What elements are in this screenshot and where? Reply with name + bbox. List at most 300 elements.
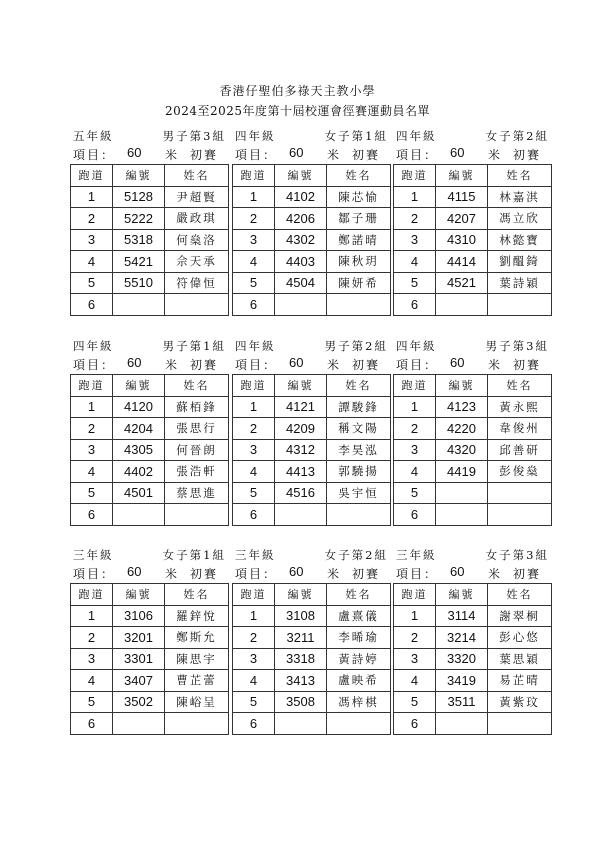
name-cell: 稱文陽	[327, 418, 391, 440]
grade-label: 三年級	[235, 548, 276, 562]
table-row	[233, 272, 391, 294]
name-cell: 陳峪呈	[165, 691, 229, 713]
list-title: 2024至2025年度第十屆校運會徑賽運動員名單	[164, 104, 431, 118]
name-cell	[488, 294, 552, 316]
roster-block	[232, 126, 390, 316]
table-row	[394, 208, 552, 230]
event-line	[232, 144, 390, 164]
event-line	[232, 563, 390, 583]
grade-label: 五年級	[73, 129, 114, 143]
table-row	[71, 208, 229, 230]
name-cell: 符偉恒	[165, 272, 229, 294]
event-distance: 60	[127, 145, 142, 160]
table-header-row	[233, 165, 391, 187]
table-row	[394, 396, 552, 418]
number-cell: 3108	[275, 605, 327, 627]
grade-label: 四年級	[235, 129, 276, 143]
name-cell: 彭心悠	[488, 627, 552, 649]
table-row	[71, 229, 229, 251]
table-header-row	[394, 375, 552, 397]
event-round: 初賽	[352, 148, 381, 162]
lane-header: 跑道	[71, 584, 113, 606]
number-cell: 4207	[436, 208, 488, 230]
name-cell: 何燊洛	[165, 229, 229, 251]
number-cell: 4414	[436, 251, 488, 273]
number-cell: 3511	[436, 691, 488, 713]
lane-cell: 4	[71, 670, 113, 692]
name-header: 姓名	[165, 165, 229, 187]
number-cell: 4302	[275, 229, 327, 251]
table-row	[233, 627, 391, 649]
name-cell	[165, 713, 229, 735]
number-cell	[436, 294, 488, 316]
name-cell	[327, 504, 391, 526]
roster-block	[393, 336, 551, 526]
lane-cell: 5	[71, 482, 113, 504]
lane-cell: 2	[71, 208, 113, 230]
name-cell: 蘇栢鋒	[165, 396, 229, 418]
event-label: 項目：	[73, 358, 116, 372]
roster-table	[232, 583, 391, 735]
number-header: 編號	[436, 584, 488, 606]
event-unit: 米	[327, 358, 340, 372]
table-row	[71, 648, 229, 670]
name-header: 姓名	[165, 584, 229, 606]
event-label: 項目：	[396, 148, 439, 162]
grade-label: 四年級	[396, 129, 437, 143]
table-row	[233, 605, 391, 627]
lane-cell: 1	[233, 186, 275, 208]
group-label: 男子第3組	[485, 339, 549, 353]
number-header: 編號	[275, 375, 327, 397]
number-header: 編號	[113, 165, 165, 187]
number-cell: 3320	[436, 648, 488, 670]
name-cell: 譚駿鋒	[327, 396, 391, 418]
event-line	[393, 144, 551, 164]
number-cell: 3114	[436, 605, 488, 627]
lane-header: 跑道	[233, 375, 275, 397]
group-label: 男子第3組	[162, 129, 226, 143]
number-cell: 4102	[275, 186, 327, 208]
number-header: 編號	[113, 584, 165, 606]
lane-cell: 4	[71, 251, 113, 273]
number-cell	[275, 713, 327, 735]
lane-cell: 6	[233, 504, 275, 526]
lane-cell: 5	[233, 691, 275, 713]
name-cell	[327, 294, 391, 316]
name-cell	[327, 713, 391, 735]
number-cell: 4121	[275, 396, 327, 418]
name-cell: 曹芷蕾	[165, 670, 229, 692]
event-round: 初賽	[190, 567, 219, 581]
name-cell: 黃詩婷	[327, 648, 391, 670]
table-row	[71, 605, 229, 627]
name-cell: 馮立欣	[488, 208, 552, 230]
event-unit: 米	[488, 358, 501, 372]
roster-table	[393, 583, 552, 735]
lane-cell: 5	[71, 272, 113, 294]
number-header: 編號	[436, 375, 488, 397]
name-cell: 陳妍希	[327, 272, 391, 294]
lane-cell: 2	[394, 208, 436, 230]
event-unit: 米	[488, 148, 501, 162]
table-header-row	[233, 584, 391, 606]
lane-header: 跑道	[394, 375, 436, 397]
name-cell: 鄭斯允	[165, 627, 229, 649]
lane-cell: 6	[394, 713, 436, 735]
lane-cell: 3	[394, 439, 436, 461]
number-cell	[113, 713, 165, 735]
number-cell: 5128	[113, 186, 165, 208]
lane-cell: 2	[71, 627, 113, 649]
group-header	[232, 126, 390, 144]
event-label: 項目：	[235, 358, 278, 372]
lane-cell: 6	[394, 294, 436, 316]
table-row	[233, 418, 391, 440]
number-cell: 4516	[275, 482, 327, 504]
event-line	[393, 563, 551, 583]
event-distance: 60	[289, 564, 304, 579]
name-cell: 陳芯愉	[327, 186, 391, 208]
number-cell: 4504	[275, 272, 327, 294]
table-row	[233, 713, 391, 735]
lane-header: 跑道	[71, 165, 113, 187]
lane-cell: 5	[394, 272, 436, 294]
name-cell	[165, 294, 229, 316]
lane-cell: 3	[71, 439, 113, 461]
roster-block	[70, 545, 228, 735]
lane-cell: 6	[71, 713, 113, 735]
lane-cell: 3	[233, 648, 275, 670]
group-label: 男子第1組	[162, 339, 226, 353]
event-round: 初賽	[190, 358, 219, 372]
table-header-row	[71, 165, 229, 187]
lane-header: 跑道	[394, 584, 436, 606]
grade-label: 三年級	[73, 548, 114, 562]
school-name: 香港仔聖伯多祿天主教小學	[219, 84, 376, 98]
lane-cell: 6	[71, 504, 113, 526]
number-cell: 4209	[275, 418, 327, 440]
table-row	[233, 648, 391, 670]
group-header	[393, 126, 551, 144]
number-header: 編號	[436, 165, 488, 187]
table-row	[394, 186, 552, 208]
event-unit: 米	[327, 148, 340, 162]
event-round: 初賽	[352, 358, 381, 372]
number-cell: 4501	[113, 482, 165, 504]
lane-header: 跑道	[71, 375, 113, 397]
lane-cell: 2	[394, 627, 436, 649]
name-cell: 李晞瑜	[327, 627, 391, 649]
name-cell: 彭俊燊	[488, 461, 552, 483]
roster-block	[393, 545, 551, 735]
name-cell: 邱善研	[488, 439, 552, 461]
grade-label: 四年級	[73, 339, 114, 353]
number-cell	[113, 504, 165, 526]
event-unit: 米	[327, 567, 340, 581]
number-cell: 4320	[436, 439, 488, 461]
table-row	[394, 713, 552, 735]
table-row	[233, 229, 391, 251]
name-cell: 李昊泓	[327, 439, 391, 461]
name-header: 姓名	[488, 584, 552, 606]
lane-cell: 5	[233, 482, 275, 504]
number-cell: 4402	[113, 461, 165, 483]
table-row	[394, 294, 552, 316]
name-cell: 黃永熙	[488, 396, 552, 418]
number-cell: 5318	[113, 229, 165, 251]
lane-cell: 1	[233, 396, 275, 418]
number-cell: 4220	[436, 418, 488, 440]
number-cell: 3201	[113, 627, 165, 649]
number-cell	[436, 504, 488, 526]
number-cell	[436, 482, 488, 504]
event-distance: 60	[289, 145, 304, 160]
table-row	[71, 294, 229, 316]
grade-label: 四年級	[235, 339, 276, 353]
table-row	[71, 670, 229, 692]
event-line	[70, 563, 228, 583]
table-header-row	[394, 584, 552, 606]
table-row	[71, 504, 229, 526]
lane-cell: 4	[71, 461, 113, 483]
roster-block	[232, 545, 390, 735]
event-label: 項目：	[235, 148, 278, 162]
roster-table	[393, 374, 552, 526]
lane-cell: 1	[71, 396, 113, 418]
table-row	[394, 670, 552, 692]
number-cell: 4413	[275, 461, 327, 483]
number-cell	[436, 713, 488, 735]
number-cell: 3419	[436, 670, 488, 692]
lane-cell: 4	[394, 251, 436, 273]
table-row	[394, 627, 552, 649]
table-row	[233, 294, 391, 316]
number-cell: 5222	[113, 208, 165, 230]
group-label: 男子第2組	[324, 339, 388, 353]
table-row	[233, 670, 391, 692]
number-cell: 3413	[275, 670, 327, 692]
name-cell: 劉醞錡	[488, 251, 552, 273]
table-row	[394, 439, 552, 461]
name-cell: 吳宇恒	[327, 482, 391, 504]
number-header: 編號	[275, 584, 327, 606]
table-row	[394, 691, 552, 713]
event-distance: 60	[289, 355, 304, 370]
name-cell: 謝翠桐	[488, 605, 552, 627]
number-header: 編號	[113, 375, 165, 397]
name-cell	[488, 713, 552, 735]
lane-cell: 4	[233, 461, 275, 483]
grade-label: 四年級	[396, 339, 437, 353]
lane-cell: 2	[233, 627, 275, 649]
group-header	[393, 336, 551, 354]
event-line	[70, 144, 228, 164]
grade-label: 三年級	[396, 548, 437, 562]
event-round: 初賽	[190, 148, 219, 162]
table-row	[233, 482, 391, 504]
table-row	[233, 461, 391, 483]
lane-header: 跑道	[394, 165, 436, 187]
number-cell: 4310	[436, 229, 488, 251]
name-cell: 葉詩穎	[488, 272, 552, 294]
name-cell: 郭驍揚	[327, 461, 391, 483]
table-row	[394, 272, 552, 294]
table-row	[233, 396, 391, 418]
number-cell: 4403	[275, 251, 327, 273]
name-cell: 尹超賢	[165, 186, 229, 208]
group-header	[393, 545, 551, 563]
table-row	[394, 229, 552, 251]
number-cell: 4305	[113, 439, 165, 461]
name-cell: 嚴政琪	[165, 208, 229, 230]
table-header-row	[71, 584, 229, 606]
name-header: 姓名	[488, 375, 552, 397]
lane-cell: 2	[233, 418, 275, 440]
lane-cell: 4	[233, 670, 275, 692]
table-row	[71, 251, 229, 273]
table-row	[71, 713, 229, 735]
lane-cell: 3	[71, 229, 113, 251]
event-distance: 60	[450, 564, 465, 579]
group-header	[232, 336, 390, 354]
number-cell: 3502	[113, 691, 165, 713]
event-label: 項目：	[235, 567, 278, 581]
event-line	[393, 354, 551, 374]
event-round: 初賽	[513, 567, 542, 581]
name-header: 姓名	[327, 165, 391, 187]
name-cell: 韋俊州	[488, 418, 552, 440]
table-row	[233, 186, 391, 208]
number-cell: 4521	[436, 272, 488, 294]
lane-cell: 3	[394, 648, 436, 670]
table-row	[233, 251, 391, 273]
lane-cell: 5	[394, 691, 436, 713]
roster-table	[393, 164, 552, 316]
group-label: 女子第2組	[485, 129, 549, 143]
name-cell: 林嘉淇	[488, 186, 552, 208]
table-row	[233, 208, 391, 230]
name-cell	[488, 482, 552, 504]
number-cell: 4419	[436, 461, 488, 483]
number-cell: 4123	[436, 396, 488, 418]
name-header: 姓名	[327, 375, 391, 397]
table-row	[71, 186, 229, 208]
lane-cell: 4	[233, 251, 275, 273]
number-cell: 4120	[113, 396, 165, 418]
table-row	[394, 482, 552, 504]
event-label: 項目：	[73, 148, 116, 162]
name-cell: 陳思宇	[165, 648, 229, 670]
lane-cell: 1	[71, 605, 113, 627]
lane-cell: 4	[394, 461, 436, 483]
roster-block	[70, 126, 228, 316]
name-cell: 林懿寶	[488, 229, 552, 251]
roster-block	[232, 336, 390, 526]
number-cell: 3211	[275, 627, 327, 649]
number-cell	[275, 504, 327, 526]
event-distance: 60	[450, 355, 465, 370]
name-header: 姓名	[165, 375, 229, 397]
lane-cell: 1	[394, 605, 436, 627]
event-label: 項目：	[73, 567, 116, 581]
event-round: 初賽	[513, 148, 542, 162]
table-row	[233, 439, 391, 461]
number-cell: 3508	[275, 691, 327, 713]
lane-cell: 2	[233, 208, 275, 230]
name-cell: 陳秋玥	[327, 251, 391, 273]
table-header-row	[394, 165, 552, 187]
table-row	[394, 418, 552, 440]
roster-table	[232, 164, 391, 316]
name-cell: 鄒子珊	[327, 208, 391, 230]
event-distance: 60	[127, 355, 142, 370]
table-row	[394, 648, 552, 670]
number-cell: 3318	[275, 648, 327, 670]
table-row	[71, 482, 229, 504]
name-cell: 盧熹儀	[327, 605, 391, 627]
event-unit: 米	[488, 567, 501, 581]
name-cell: 張浩軒	[165, 461, 229, 483]
name-cell: 盧映希	[327, 670, 391, 692]
event-label: 項目：	[396, 358, 439, 372]
event-unit: 米	[165, 148, 178, 162]
group-label: 女子第3組	[485, 548, 549, 562]
table-row	[71, 272, 229, 294]
roster-table	[232, 374, 391, 526]
group-header	[70, 336, 228, 354]
number-cell	[275, 294, 327, 316]
table-row	[233, 691, 391, 713]
name-cell: 佘天承	[165, 251, 229, 273]
name-cell: 黃紫玟	[488, 691, 552, 713]
table-row	[71, 627, 229, 649]
table-row	[71, 396, 229, 418]
number-cell: 5510	[113, 272, 165, 294]
lane-header: 跑道	[233, 584, 275, 606]
lane-cell: 3	[233, 229, 275, 251]
lane-cell: 3	[233, 439, 275, 461]
group-label: 女子第2組	[324, 548, 388, 562]
table-row	[394, 504, 552, 526]
name-cell: 張思行	[165, 418, 229, 440]
event-unit: 米	[165, 358, 178, 372]
event-distance: 60	[127, 564, 142, 579]
number-cell: 5421	[113, 251, 165, 273]
event-line	[70, 354, 228, 374]
roster-block	[70, 336, 228, 526]
roster-table	[70, 583, 229, 735]
roster-table	[70, 374, 229, 526]
roster-table	[70, 164, 229, 316]
table-header-row	[233, 375, 391, 397]
lane-cell: 5	[394, 482, 436, 504]
name-cell: 鄭諾晴	[327, 229, 391, 251]
lane-cell: 3	[394, 229, 436, 251]
number-cell: 3214	[436, 627, 488, 649]
name-cell: 馮梓棋	[327, 691, 391, 713]
group-header	[70, 126, 228, 144]
group-label: 女子第1組	[324, 129, 388, 143]
number-cell: 4115	[436, 186, 488, 208]
group-header	[70, 545, 228, 563]
event-label: 項目：	[396, 567, 439, 581]
table-row	[394, 605, 552, 627]
number-cell	[113, 294, 165, 316]
lane-cell: 5	[71, 691, 113, 713]
lane-cell: 1	[394, 396, 436, 418]
name-header: 姓名	[327, 584, 391, 606]
